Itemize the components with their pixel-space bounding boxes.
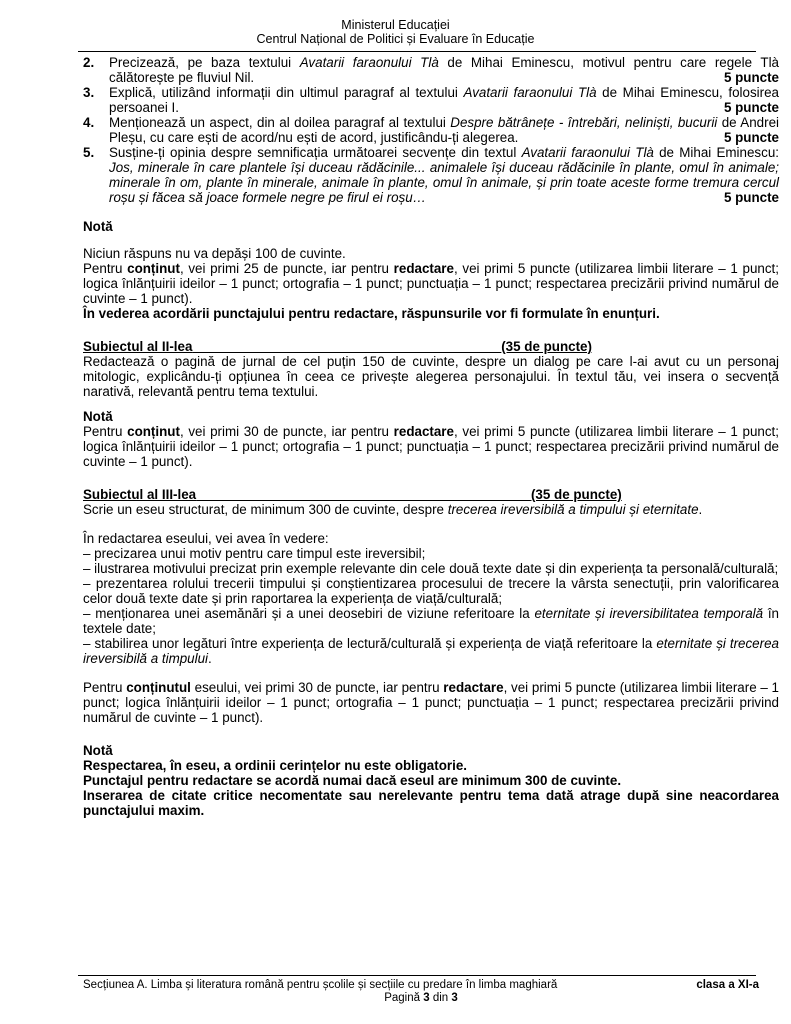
page-number: Pagină 3 din 3 bbox=[384, 992, 458, 1004]
center-name: Centrul Național de Politici și Evaluare în Educație bbox=[256, 32, 535, 46]
question-2: 2. Precizează, pe baza textului Avatarii faraonului Tlà de Mihai Eminescu, motivul pentru care regele Tlà călătorește pe fluviul Nil. 5 puncte bbox=[83, 55, 780, 85]
essay-requirement-4: – menționarea unei asemănări și a unei deosebiri de viziune referitoare la eternitate și ireversibilitatea temporală în textele date; bbox=[83, 606, 779, 636]
page-footer bbox=[83, 979, 759, 1005]
essay-note-1: Respectarea, în eseu, a ordinii cerințelor nu este obligatorie. bbox=[83, 758, 467, 773]
question-number: 2. bbox=[83, 55, 95, 70]
subject-2-heading bbox=[83, 339, 779, 354]
footer-section: Secțiunea A. Limba și literatura română pentru școlile și secțiile cu predare în limba maghiară bbox=[83, 979, 558, 991]
question-number: 5. bbox=[83, 145, 95, 160]
subject-3-task: Scrie un eseu structurat, de minimum 300 de cuvinte, despre trecerea ireversibilă a timpului și eternitate. bbox=[83, 502, 703, 517]
subject-2-points: (35 de puncte) bbox=[501, 339, 592, 354]
question-3: 3. Explică, utilizând informații din ultimul paragraf al textului Avatarii faraonului Tlà de Mihai Eminescu, folosirea persoanei I. 5 puncte bbox=[83, 85, 780, 115]
question-points: 5 puncte bbox=[723, 130, 779, 145]
question-points: 5 puncte bbox=[723, 70, 779, 85]
subject-3-heading bbox=[83, 487, 779, 502]
question-points: 5 puncte bbox=[723, 190, 779, 205]
question-number: 3. bbox=[83, 85, 95, 100]
essay-requirement-5: – stabilirea unor legături între experiența de lectură/culturală și experiența de viață referitoare la eternitate și trecerea ireversibilă a timpului. bbox=[83, 636, 779, 666]
note-title: Notă bbox=[83, 743, 113, 758]
page-header bbox=[0, 18, 791, 46]
word-limit-note: Niciun răspuns nu va depăși 100 de cuvinte. bbox=[83, 246, 346, 261]
footer-class: clasa a XI-a bbox=[696, 979, 759, 991]
scoring-note: Pentru conținut, vei primi 25 de puncte, iar pentru redactare, vei primi 5 puncte (utilizarea limbii literare – 1 punct; logica înlănțuirii ideilor – 1 punct; ortografia – 1 punct; punctuația – 1 punct; respectarea precizării privind numărul de cuvinte – 1 punct). bbox=[83, 261, 779, 306]
subject-2-title: Subiectul al II-lea bbox=[83, 339, 193, 354]
essay-requirement-3: – prezentarea rolului trecerii timpului și conștientizarea procesului de trecere la vârsta senectuții, prin valorificarea celor două texte date și prin raportarea la experiența de viață/culturală; bbox=[83, 576, 779, 606]
essay-intro: În redactarea eseului, vei avea în vedere: bbox=[83, 531, 329, 546]
essay-note-3: Inserarea de citate critice necomentate sau nerelevante pentru tema dată atrage după sine neacordarea punctajului maxim. bbox=[83, 788, 779, 818]
document-body bbox=[83, 55, 779, 818]
subject-3-points: (35 de puncte) bbox=[530, 487, 622, 502]
essay-requirement-1: – precizarea unui motiv pentru care timpul este ireversibil; bbox=[83, 546, 426, 561]
subject-2-task: Redactează o pagină de jurnal de cel puțin 150 de cuvinte, despre un dialog pe care l-ai avut cu un personaj mitologic, explicându-ți opțiunea în ceea ce privește alegerea personajului. În textul tău, vei insera o secvență narativă, relevantă pentru tema textului. bbox=[83, 354, 779, 399]
header-divider bbox=[78, 51, 756, 52]
scoring-note: Pentru conținut, vei primi 30 de puncte, iar pentru redactare, vei primi 5 puncte (utilizarea limbii literare – 1 punct; logica înlănțuirii ideilor – 1 punct; ortografia – 1 punct; punctuația – 1 punct; respectarea precizării privind numărul de cuvinte – 1 punct). bbox=[83, 424, 779, 469]
essay-scoring-note: Pentru conținutul eseului, vei primi 30 de puncte, iar pentru redactare, vei primi 5 puncte (utilizarea limbii literare – 1 punct; logica înlănțuirii ideilor – 1 punct; ortografia – 1 punct; punctuația – 1 punct; respectarea precizării privind numărul de cuvinte – 1 punct). bbox=[83, 680, 779, 725]
redactare-note: În vederea acordării punctajului pentru redactare, răspunsurile vor fi formulate în enunțuri. bbox=[83, 306, 660, 321]
question-points: 5 puncte bbox=[723, 100, 779, 115]
note-title: Notă bbox=[83, 409, 113, 424]
question-4: 4. Menționează un aspect, din al doilea paragraf al textului Despre bătrânețe - întrebări, neliniști, bucurii de Andrei Pleșu, cu care ești de acord/nu ești de acord, justificându-ți alegerea. 5 puncte bbox=[83, 115, 779, 145]
question-number: 4. bbox=[83, 115, 95, 130]
essay-note-2: Punctajul pentru redactare se acordă numai dacă eseul are minimum 300 de cuvinte. bbox=[83, 773, 622, 788]
question-5: 5. Susține-ți opinia despre semnificația următoarei secvențe din textul Avatarii faraonului Tlà de Mihai Eminescu: Jos, minerale în care plantele își duceau rădăcinile... animalele își duceau rădăcinile în plante, omul în animale; minerale în om, plante în minerale, animale în plante, omul în animale, și prin toate aceste forme tremura cercul roșu și făcea să joace formele negre pe firul ei roșu… 5 puncte bbox=[83, 145, 779, 205]
essay-requirement-2: – ilustrarea motivului precizat prin exemple relevante din cele două texte date și din experiența ta personală/culturală; bbox=[83, 561, 779, 576]
footer-divider bbox=[78, 975, 756, 976]
note-title: Notă bbox=[83, 219, 113, 234]
ministry-name: Ministerul Educației bbox=[341, 18, 450, 32]
subject-3-title: Subiectul al III-lea bbox=[83, 487, 197, 502]
